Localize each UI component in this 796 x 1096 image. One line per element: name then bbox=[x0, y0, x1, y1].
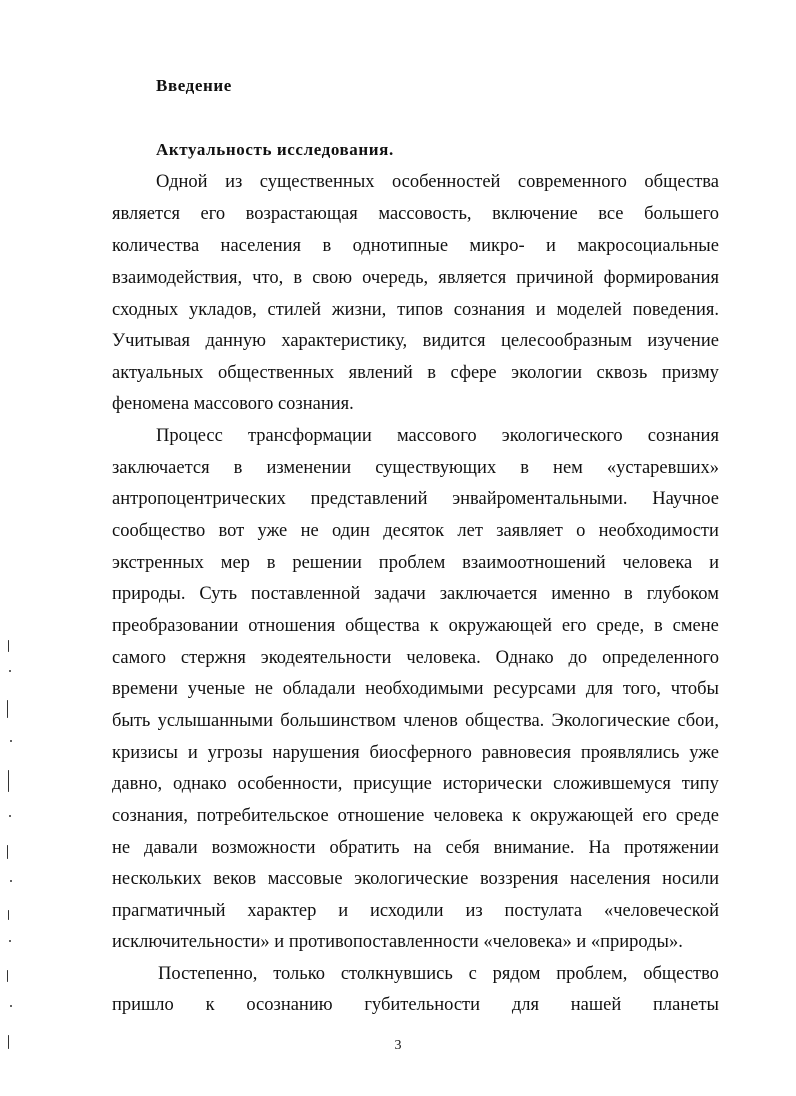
text-line: сознания, потребительское отношение человека к окружающей его среде bbox=[112, 806, 719, 826]
text-line: времени ученые не обладали необходимыми ресурсами для того, чтобы bbox=[112, 679, 719, 699]
text-line: является его возрастающая массовость, включение все большего bbox=[112, 204, 719, 224]
scan-margin-artifacts bbox=[2, 640, 16, 1070]
text-line: сходных укладов, стилей жизни, типов сознания и моделей поведения. bbox=[112, 300, 719, 320]
text-line: феномена массового сознания. bbox=[112, 394, 354, 414]
text-line: Одной из существенных особенностей современного общества bbox=[156, 172, 719, 192]
text-line: экстренных мер в решении проблем взаимоотношений человека и bbox=[112, 553, 719, 573]
text-line: природы. Суть поставленной задачи заключается именно в глубоком bbox=[112, 584, 719, 604]
text-line: количества населения в однотипные микро- и макросоциальные bbox=[112, 236, 719, 256]
text-line: нескольких веков массовые экологические воззрения населения носили bbox=[112, 869, 719, 889]
page-number: 3 bbox=[394, 1038, 402, 1053]
subsection-heading: Актуальность исследования. bbox=[156, 140, 394, 159]
text-line: преобразовании отношения общества к окружающей его среде, в смене bbox=[112, 616, 719, 636]
text-line: Учитывая данную характеристику, видится целесообразным изучение bbox=[112, 331, 719, 351]
text-line: давно, однако особенности, присущие исторически сложившемуся типу bbox=[112, 774, 719, 794]
text-line: исключительности» и противопоставленности «человека» и «природы». bbox=[112, 932, 683, 952]
text-line: сообщество вот уже не один десяток лет заявляет о необходимости bbox=[112, 521, 719, 541]
text-line: не давали возможности обратить на себя внимание. На протяжении bbox=[112, 838, 719, 858]
text-line: заключается в изменении существующих в нем «устаревших» bbox=[112, 458, 719, 478]
text-line: прагматичный характер и исходили из постулата «человеческой bbox=[112, 901, 719, 921]
text-line: Процесс трансформации массового экологического сознания bbox=[156, 426, 719, 446]
text-line: самого стержня экодеятельности человека. Однако до определенного bbox=[112, 648, 719, 668]
section-heading: Введение bbox=[156, 76, 232, 95]
text-line: кризисы и угрозы нарушения биосферного равновесия проявлялись уже bbox=[112, 743, 719, 763]
text-line: быть услышанными большинством членов общества. Экологические сбои, bbox=[112, 711, 719, 731]
text-line: актуальных общественных явлений в сфере экологии сквозь призму bbox=[112, 363, 719, 383]
text-line: антропоцентрических представлений энвайроментальными. Научное bbox=[112, 489, 719, 509]
text-line: пришло к осознанию губительности для нашей планеты bbox=[112, 995, 719, 1015]
text-line: Постепенно, только столкнувшись с рядом проблем, общество bbox=[158, 964, 719, 984]
text-line: взаимодействия, что, в свою очередь, является причиной формирования bbox=[112, 268, 719, 288]
